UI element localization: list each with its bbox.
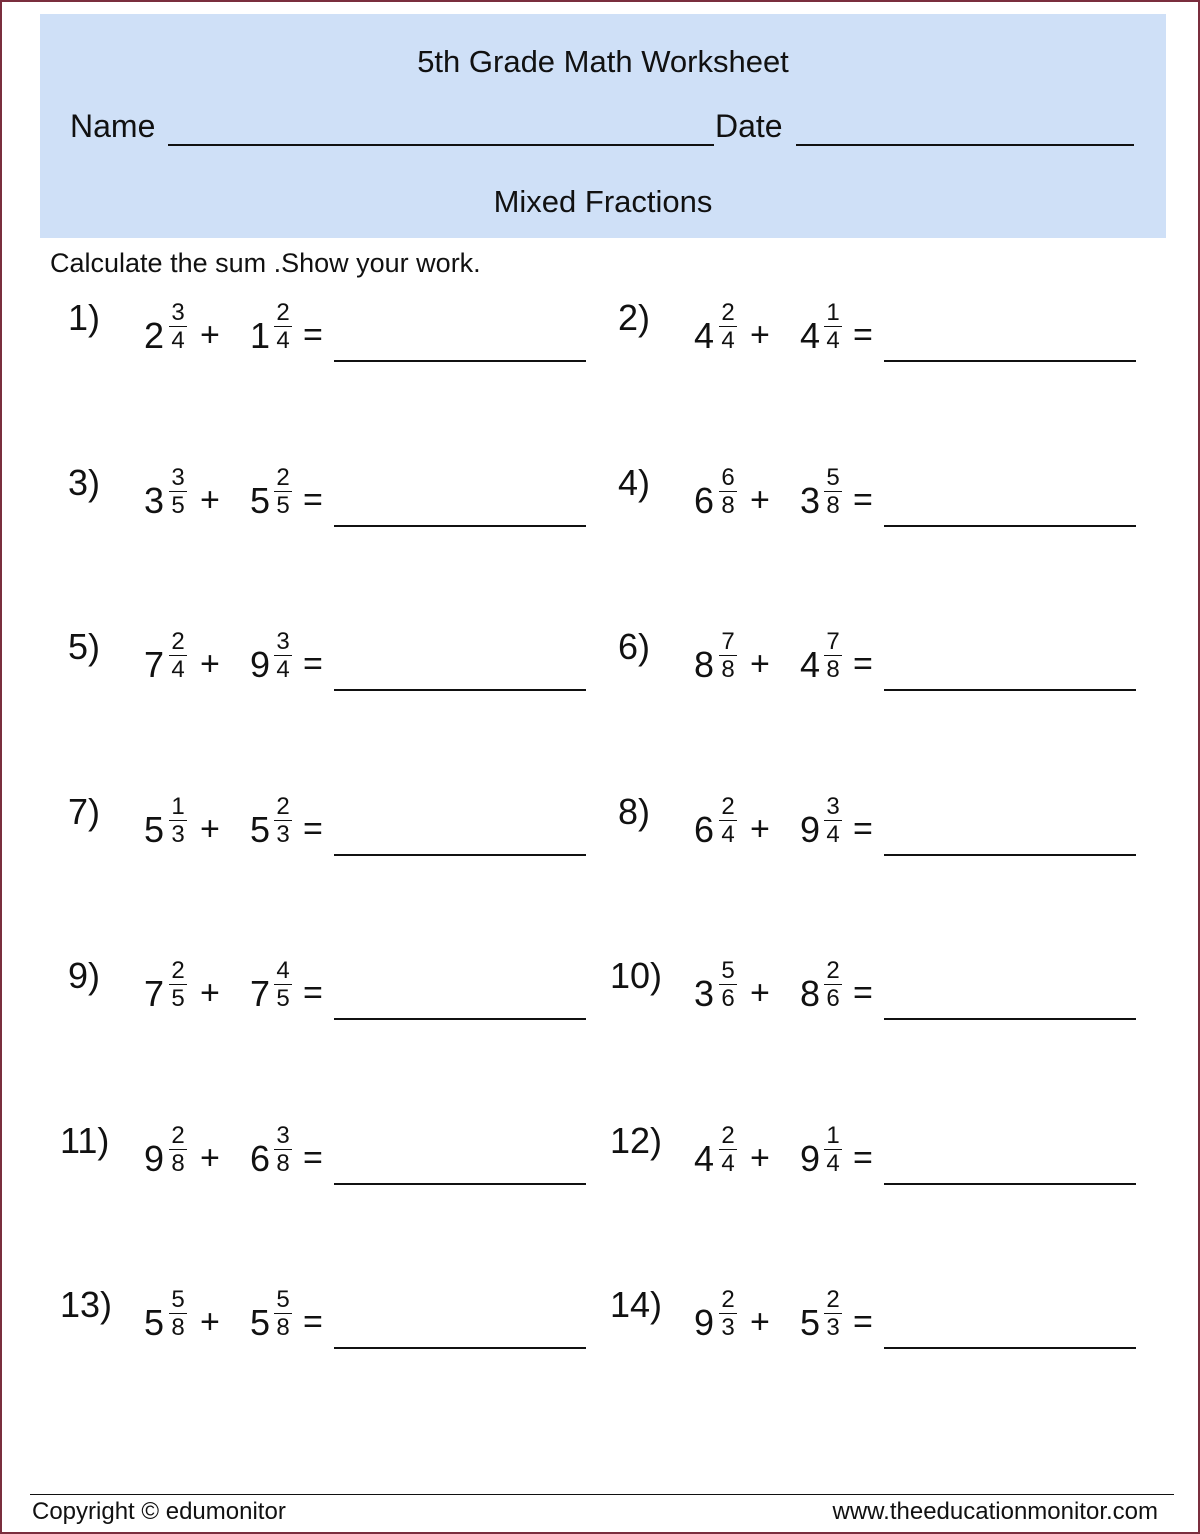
- equals-sign: =: [853, 316, 873, 354]
- problem-number: 12): [610, 1120, 663, 1161]
- addend-a-denominator: 8: [721, 492, 735, 519]
- plus-sign: +: [750, 1303, 770, 1341]
- problem-number: 14): [610, 1284, 663, 1325]
- addend-a-denominator: 5: [171, 492, 185, 519]
- addend-a-numerator: 2: [171, 628, 185, 655]
- equals-sign: =: [303, 645, 323, 683]
- addend-a-fraction: [719, 794, 737, 847]
- answer-line[interactable]: [884, 360, 1136, 362]
- addend-a-fraction: [719, 465, 737, 518]
- addend-b-numerator: 7: [826, 628, 840, 655]
- addend-b-fraction: [824, 1287, 842, 1340]
- addend-a-denominator: 3: [721, 1314, 735, 1341]
- addend-a-fraction: [719, 1287, 737, 1340]
- problem-number: 9): [68, 955, 101, 996]
- plus-sign: +: [750, 810, 770, 848]
- addend-b-whole: 5: [250, 480, 271, 521]
- addend-b-fraction: [824, 465, 842, 518]
- worksheet-header: [40, 14, 1166, 238]
- addend-b-whole: 7: [250, 973, 271, 1014]
- equals-sign: =: [303, 481, 323, 519]
- addend-b-whole: 9: [800, 1138, 821, 1179]
- date-field-line[interactable]: [796, 144, 1134, 146]
- addend-b-numerator: 2: [826, 957, 840, 984]
- addend-a-fraction: [169, 300, 187, 353]
- addend-a-whole: 5: [144, 809, 165, 850]
- equals-sign: =: [303, 1139, 323, 1177]
- problem-item: [612, 462, 1152, 575]
- problem-number: 5): [68, 626, 101, 667]
- addend-a-numerator: 6: [721, 464, 735, 491]
- answer-line[interactable]: [884, 1183, 1136, 1185]
- addend-b-denominator: 8: [276, 1314, 290, 1341]
- addend-a-numerator: 2: [721, 1122, 735, 1149]
- footer-divider: [30, 1494, 1174, 1495]
- answer-line[interactable]: [884, 525, 1136, 527]
- website-text: www.theeducationmonitor.com: [832, 1498, 1158, 1525]
- answer-line[interactable]: [334, 525, 586, 527]
- plus-sign: +: [200, 645, 220, 683]
- addend-b-whole: 6: [250, 1138, 271, 1179]
- addend-a-denominator: 4: [171, 327, 185, 354]
- addend-a-numerator: 5: [721, 957, 735, 984]
- plus-sign: +: [200, 316, 220, 354]
- addend-a-numerator: 2: [171, 957, 185, 984]
- plus-sign: +: [750, 316, 770, 354]
- plus-sign: +: [200, 974, 220, 1012]
- answer-line[interactable]: [334, 1183, 586, 1185]
- addend-a-fraction: [169, 958, 187, 1011]
- plus-sign: +: [750, 481, 770, 519]
- addend-b-denominator: 3: [276, 821, 290, 848]
- addend-b-fraction: [824, 958, 842, 1011]
- equals-sign: =: [303, 316, 323, 354]
- addend-b-fraction: [274, 794, 292, 847]
- addend-a-whole: 9: [144, 1138, 165, 1179]
- addend-a-whole: 5: [144, 1302, 165, 1343]
- addend-b-numerator: 1: [826, 1122, 840, 1149]
- answer-line[interactable]: [884, 1018, 1136, 1020]
- addend-b-fraction: [274, 1287, 292, 1340]
- addend-a-denominator: 8: [171, 1314, 185, 1341]
- addend-a-numerator: 2: [721, 299, 735, 326]
- addend-b-denominator: 8: [276, 1150, 290, 1177]
- addend-b-fraction: [274, 629, 292, 682]
- addend-b-whole: 9: [250, 644, 271, 685]
- name-label: Name: [70, 108, 156, 144]
- addend-a-fraction: [719, 1123, 737, 1176]
- addend-a-numerator: 3: [171, 464, 185, 491]
- equals-sign: =: [853, 481, 873, 519]
- addend-a-fraction: [719, 958, 737, 1011]
- addend-b-whole: 4: [800, 644, 821, 685]
- problem-item: [610, 1120, 1152, 1233]
- addend-a-denominator: 4: [171, 656, 185, 683]
- addend-b-numerator: 5: [826, 464, 840, 491]
- addend-b-denominator: 4: [826, 1150, 840, 1177]
- addend-a-denominator: 3: [171, 821, 185, 848]
- addend-b-numerator: 2: [826, 1286, 840, 1313]
- problem-number: 2): [618, 297, 651, 338]
- equals-sign: =: [853, 974, 873, 1012]
- problem-number: 4): [618, 462, 651, 503]
- addend-b-numerator: 3: [276, 628, 290, 655]
- equals-sign: =: [853, 1303, 873, 1341]
- addend-b-numerator: 5: [276, 1286, 290, 1313]
- problem-item: [612, 626, 1152, 739]
- addend-a-denominator: 4: [721, 327, 735, 354]
- addend-b-fraction: [274, 465, 292, 518]
- addend-a-fraction: [169, 1287, 187, 1340]
- addend-a-whole: 3: [694, 973, 715, 1014]
- addend-b-fraction: [824, 1123, 842, 1176]
- addend-a-fraction: [719, 629, 737, 682]
- problem-item: [610, 1284, 1152, 1397]
- addend-b-numerator: 2: [276, 464, 290, 491]
- addend-a-numerator: 2: [721, 1286, 735, 1313]
- addend-b-denominator: 4: [276, 656, 290, 683]
- answer-line[interactable]: [334, 854, 586, 856]
- addend-b-fraction: [274, 958, 292, 1011]
- problem-item: [612, 791, 1152, 904]
- plus-sign: +: [200, 1139, 220, 1177]
- problem-item: [62, 297, 602, 410]
- equals-sign: =: [853, 645, 873, 683]
- plus-sign: +: [200, 481, 220, 519]
- addend-a-numerator: 2: [721, 793, 735, 820]
- addend-a-whole: 3: [144, 480, 165, 521]
- date-label: Date: [715, 108, 783, 144]
- addend-a-numerator: 7: [721, 628, 735, 655]
- addend-a-whole: 6: [694, 480, 715, 521]
- addend-a-numerator: 1: [171, 793, 185, 820]
- addend-b-denominator: 5: [276, 492, 290, 519]
- answer-line[interactable]: [334, 1347, 586, 1349]
- addend-b-denominator: 4: [826, 327, 840, 354]
- addend-a-fraction: [169, 465, 187, 518]
- addend-b-whole: 3: [800, 480, 821, 521]
- addend-b-fraction: [274, 300, 292, 353]
- addend-b-denominator: 3: [826, 1314, 840, 1341]
- addend-b-numerator: 2: [276, 793, 290, 820]
- addend-b-fraction: [824, 794, 842, 847]
- problem-number: 6): [618, 626, 651, 667]
- problem-item: [60, 1284, 602, 1397]
- problem-number: 10): [610, 955, 663, 996]
- addend-a-fraction: [169, 1123, 187, 1176]
- addend-b-whole: 1: [250, 315, 271, 356]
- equals-sign: =: [853, 810, 873, 848]
- plus-sign: +: [200, 1303, 220, 1341]
- worksheet-title: 5th Grade Math Worksheet: [417, 44, 789, 79]
- answer-line[interactable]: [884, 689, 1136, 691]
- problem-item: [62, 955, 602, 1068]
- addend-a-denominator: 8: [171, 1150, 185, 1177]
- addend-a-denominator: 5: [171, 985, 185, 1012]
- equals-sign: =: [303, 810, 323, 848]
- addend-b-whole: 8: [800, 973, 821, 1014]
- addend-a-whole: 4: [694, 315, 715, 356]
- addend-a-denominator: 6: [721, 985, 735, 1012]
- problem-item: [62, 791, 602, 904]
- name-field-line[interactable]: [168, 144, 714, 146]
- problem-number: 8): [618, 791, 651, 832]
- addend-b-denominator: 5: [276, 985, 290, 1012]
- addend-a-numerator: 5: [171, 1286, 185, 1313]
- addend-a-whole: 8: [694, 644, 715, 685]
- addend-b-fraction: [824, 629, 842, 682]
- addend-a-whole: 9: [694, 1302, 715, 1343]
- answer-line[interactable]: [334, 360, 586, 362]
- addend-b-denominator: 8: [826, 656, 840, 683]
- addend-a-denominator: 4: [721, 1150, 735, 1177]
- addend-a-numerator: 2: [171, 1122, 185, 1149]
- answer-line[interactable]: [334, 1018, 586, 1020]
- plus-sign: +: [200, 810, 220, 848]
- problem-item: [60, 1120, 602, 1233]
- addend-a-whole: 7: [144, 973, 165, 1014]
- equals-sign: =: [303, 974, 323, 1012]
- addend-b-whole: 9: [800, 809, 821, 850]
- answer-line[interactable]: [884, 854, 1136, 856]
- addend-b-numerator: 4: [276, 957, 290, 984]
- problem-item: [62, 626, 602, 739]
- addend-b-whole: 5: [250, 809, 271, 850]
- addend-b-denominator: 8: [826, 492, 840, 519]
- addend-b-fraction: [274, 1123, 292, 1176]
- addend-a-whole: 7: [144, 644, 165, 685]
- problem-number: 7): [68, 791, 101, 832]
- addend-a-numerator: 3: [171, 299, 185, 326]
- addend-b-denominator: 4: [826, 821, 840, 848]
- addend-a-denominator: 4: [721, 821, 735, 848]
- problem-item: [612, 297, 1152, 410]
- equals-sign: =: [853, 1139, 873, 1177]
- problem-number: 1): [68, 297, 101, 338]
- worksheet-topic: Mixed Fractions: [493, 184, 713, 219]
- copyright-text: Copyright © edumonitor: [32, 1498, 286, 1525]
- addend-a-whole: 6: [694, 809, 715, 850]
- instruction-text: Calculate the sum .Show your work.: [50, 248, 481, 278]
- addend-b-fraction: [824, 300, 842, 353]
- addend-a-fraction: [169, 794, 187, 847]
- answer-line[interactable]: [334, 689, 586, 691]
- addend-a-whole: 4: [694, 1138, 715, 1179]
- addend-a-denominator: 8: [721, 656, 735, 683]
- problem-item: [62, 462, 602, 575]
- problem-number: 13): [60, 1284, 113, 1325]
- addend-b-whole: 4: [800, 315, 821, 356]
- addend-a-fraction: [169, 629, 187, 682]
- addend-a-whole: 2: [144, 315, 165, 356]
- addend-b-denominator: 6: [826, 985, 840, 1012]
- addend-b-numerator: 3: [826, 793, 840, 820]
- addend-b-denominator: 4: [276, 327, 290, 354]
- addend-b-whole: 5: [250, 1302, 271, 1343]
- problem-item: [610, 955, 1152, 1068]
- equals-sign: =: [303, 1303, 323, 1341]
- plus-sign: +: [750, 645, 770, 683]
- addend-b-numerator: 2: [276, 299, 290, 326]
- problem-number: 3): [68, 462, 101, 503]
- problem-number: 11): [60, 1120, 110, 1161]
- plus-sign: +: [750, 1139, 770, 1177]
- addend-a-fraction: [719, 300, 737, 353]
- addend-b-numerator: 1: [826, 299, 840, 326]
- answer-line[interactable]: [884, 1347, 1136, 1349]
- plus-sign: +: [750, 974, 770, 1012]
- addend-b-numerator: 3: [276, 1122, 290, 1149]
- addend-b-whole: 5: [800, 1302, 821, 1343]
